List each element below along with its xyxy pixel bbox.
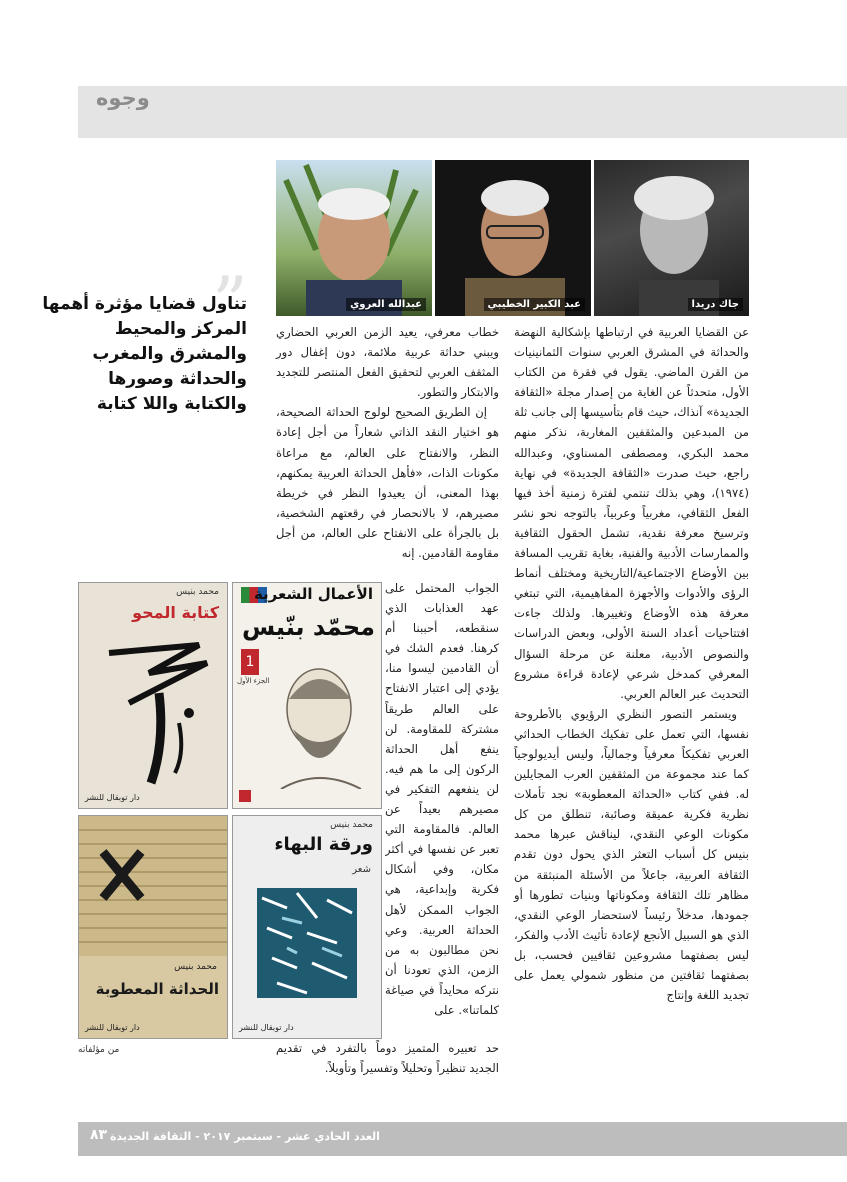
cover-title: ورقة البهاء: [274, 834, 373, 855]
cover-author: محمد بنيس: [174, 962, 217, 972]
footer-issue: العدد الحادي عشر - سبتمبر ٢٠١٧ - الثقافة الجديدة: [110, 1130, 380, 1143]
book-cover-waraqat-albahaa: [232, 815, 382, 1039]
cover-title: الأعمال الشعرية: [253, 585, 373, 603]
cover-portrait-sketch: [261, 659, 373, 789]
photo-caption: عبدالله العروي: [346, 298, 426, 311]
paragraph: حد تعبيره المتميز دوماً بالتفرد في تقديم الجديد تنظيراً وتحليلاً وتفسيراً وتأويلاً.: [276, 1041, 499, 1076]
cover-ink-art: [89, 633, 219, 793]
photo-khatibi: [435, 160, 591, 316]
cover-title: الحداثة المعطوبة: [95, 980, 219, 998]
publisher-logo: [239, 790, 251, 802]
cover-title: كتابة المحو: [132, 603, 219, 622]
photo-caption: جاك دريدا: [688, 298, 743, 311]
header-band: [78, 86, 847, 138]
middle-column-bottom: [276, 1038, 499, 1078]
paragraph: خطاب معرفي، يعيد الزمن العربي الحضاري ويبني حداثة عربية ملائمة، دون إغفال دور المثقف العربي لتحقيق الفعل المنتصر للتجديد والابتكار والتطور.: [276, 325, 499, 400]
quote-mark: ”: [212, 262, 248, 344]
photo-caption: عبد الكبير الخطيبي: [484, 298, 585, 311]
book-cover-poetic-works: [232, 582, 382, 809]
paragraph: الجواب المحتمل على عهد العذابات الذي سنقطعه، أحببنا أم كرهنا. فعدم الشك في أن القادمين ليسوا منا، يؤدي إلى اعتبار الانفتاح على العالم طريقاً مشتركة للمقاومة. لن ينفع أهل الحداثة الركون إلى ما هم فيه. لن ينفعهم التفكير في مصيرهم بعيداً عن العالم. فالمقاومة التي تعبر عن نفسها في أكثر مكان، وفي أشكال فكرية وإبداعية، هي الجواب الممكن لأهل الحداثة العربية. وعي نحن مطالبون به من الزمن، الذي تعودنا أن نتركه محايداً في صياغة كلماتنا». على: [385, 581, 499, 1017]
portrait-derrida: [594, 160, 749, 316]
portrait-laroui: [276, 160, 432, 316]
photo-laroui: [276, 160, 432, 316]
right-column: [514, 322, 749, 1005]
page-number: ٨٣: [90, 1127, 108, 1143]
portrait-khatibi: [435, 160, 591, 316]
book-cover-kitabat-almahw: [78, 582, 228, 809]
cover-stripes-art: [79, 816, 227, 956]
pull-quote: تناول قضايا مؤثرة أهمها المركز والمحيط والمشرق والمغرب والحداثة وصورها والكتابة واللا كتابة: [42, 294, 247, 414]
book-cover-alhadatha-almatuba: [78, 815, 228, 1039]
cover-author: محمد بنيس: [176, 587, 219, 597]
publisher-name: دار توبقال للنشر: [239, 1023, 294, 1032]
paragraph: عن القضايا العربية في ارتباطها بإشكالية النهضة والحداثة في المشرق العربي سنوات الثمانينيات من القرن الماضي. يقول في فقرة من الكتاب الأول، متحدثاً عن الغاية من إصدار مجلة «الثقافة الجديدة» آنذاك، حيث قام بتأسيسها إلى جانب ثلة من المبدعين والمثقفين المغاربة، نذكر منهم محمد البكري، ومصطفى المسناوي، وعبدالله راجع، حيث صدرت «الثقافة الجديدة» في نهاية (١٩٧٤)، وهي بذلك تنتمي لفترة زمنية أخذ فيها الفعل الثقافي، مغربياً وعربياً، بالتوجه نحو نشر وترسيخ معرفة نقدية، تشمل الحقول الثقافية والممارسات الأدبية والفنية، بغاية تقريب المسافة بين الأوضاع الاجتماعية/التاريخية ومختلف أنماط الرؤى والأدوات والأجهزة المفاهيمية، التي تبتغي معرفة هذه الأوضاع وتغييرها. ولذلك جاءت افتتاحيات أعداد السنة الأولى، وبعض الدراسات والنصوص الأدبية، معلنة عن مرحلة السؤال المعرفي كمدخل شرعي لإعادة قراءة مشروع التحديث عبر العالم العربي.: [514, 325, 749, 701]
cover-subtitle: شعر: [352, 864, 371, 875]
paragraph: إن الطريق الصحيح لولوج الحداثة الصحيحة، هو اختيار النقد الذاتي شعاراً من أجل إعادة النظر، والانفتاح على العالم، مع مراعاة مكونات الذات، «فأهل الحداثة العربية يمكنهم، بهذا المعنى، أن يعيدوا النظر في خريطة مصيرهم، لا بالانحصار في رقعتهم الشخصية، بل بالجرأة على الانفتاح على العالم، من أجل مقاومة القادمين. إنه: [276, 405, 499, 561]
cover-author-name: محمّد بنّيس: [242, 613, 375, 641]
cover-volume-badge: 1: [241, 649, 259, 675]
paragraph: ويستمر التصور النظري الرؤيوي بالأطروحة نفسها، التي تعمل على تفكيك الخطاب الحداثي العربي تفكيكاً معرفياً وجمالياً، وليس أيديولوجياً كما عند مجموعة من المثقفين العرب المجايلين له. ففي كتاب «الحداثة المعطوبة» نجد تأملات نظرية فكرية عميقة وصائبة، تنطلق من كل مكونات الوعي النقدي، ليناقش عبرها محمد بنيس كل أسباب التعثر الذي يحول دون تقدم الثقافة العربية، جاعلاً من الأسئلة المنبثقة من مظاهر تلك الثقافة ومكوناتها وبنيات تطورها أو جمودها، مدخلاً رئيساً لاستحضار الوعي النقدي، الذي هو السبيل الأنجع لإعادة تأثيث الأدب والفكر، ليس بصفتهما مشروعين ثقافيين فحسب، بل بصفتهما ثقافتين من منظور شمولي يعمل على تجديد اللغة وإنتاج: [514, 706, 749, 1003]
publisher-name: دار توبقال للنشر: [85, 793, 140, 802]
photo-derrida: [594, 160, 749, 316]
books-caption: من مؤلفاته: [78, 1045, 120, 1055]
cover-author: محمد بنيس: [330, 820, 373, 830]
cover-mosaic-art: [257, 888, 357, 998]
middle-column-top: [276, 322, 499, 563]
publisher-name: دار توبقال للنشر: [85, 1023, 140, 1032]
section-label: وجوه: [96, 86, 150, 110]
cover-volume-label: الجزء الأول: [237, 677, 270, 685]
middle-column-narrow: [385, 578, 499, 1036]
